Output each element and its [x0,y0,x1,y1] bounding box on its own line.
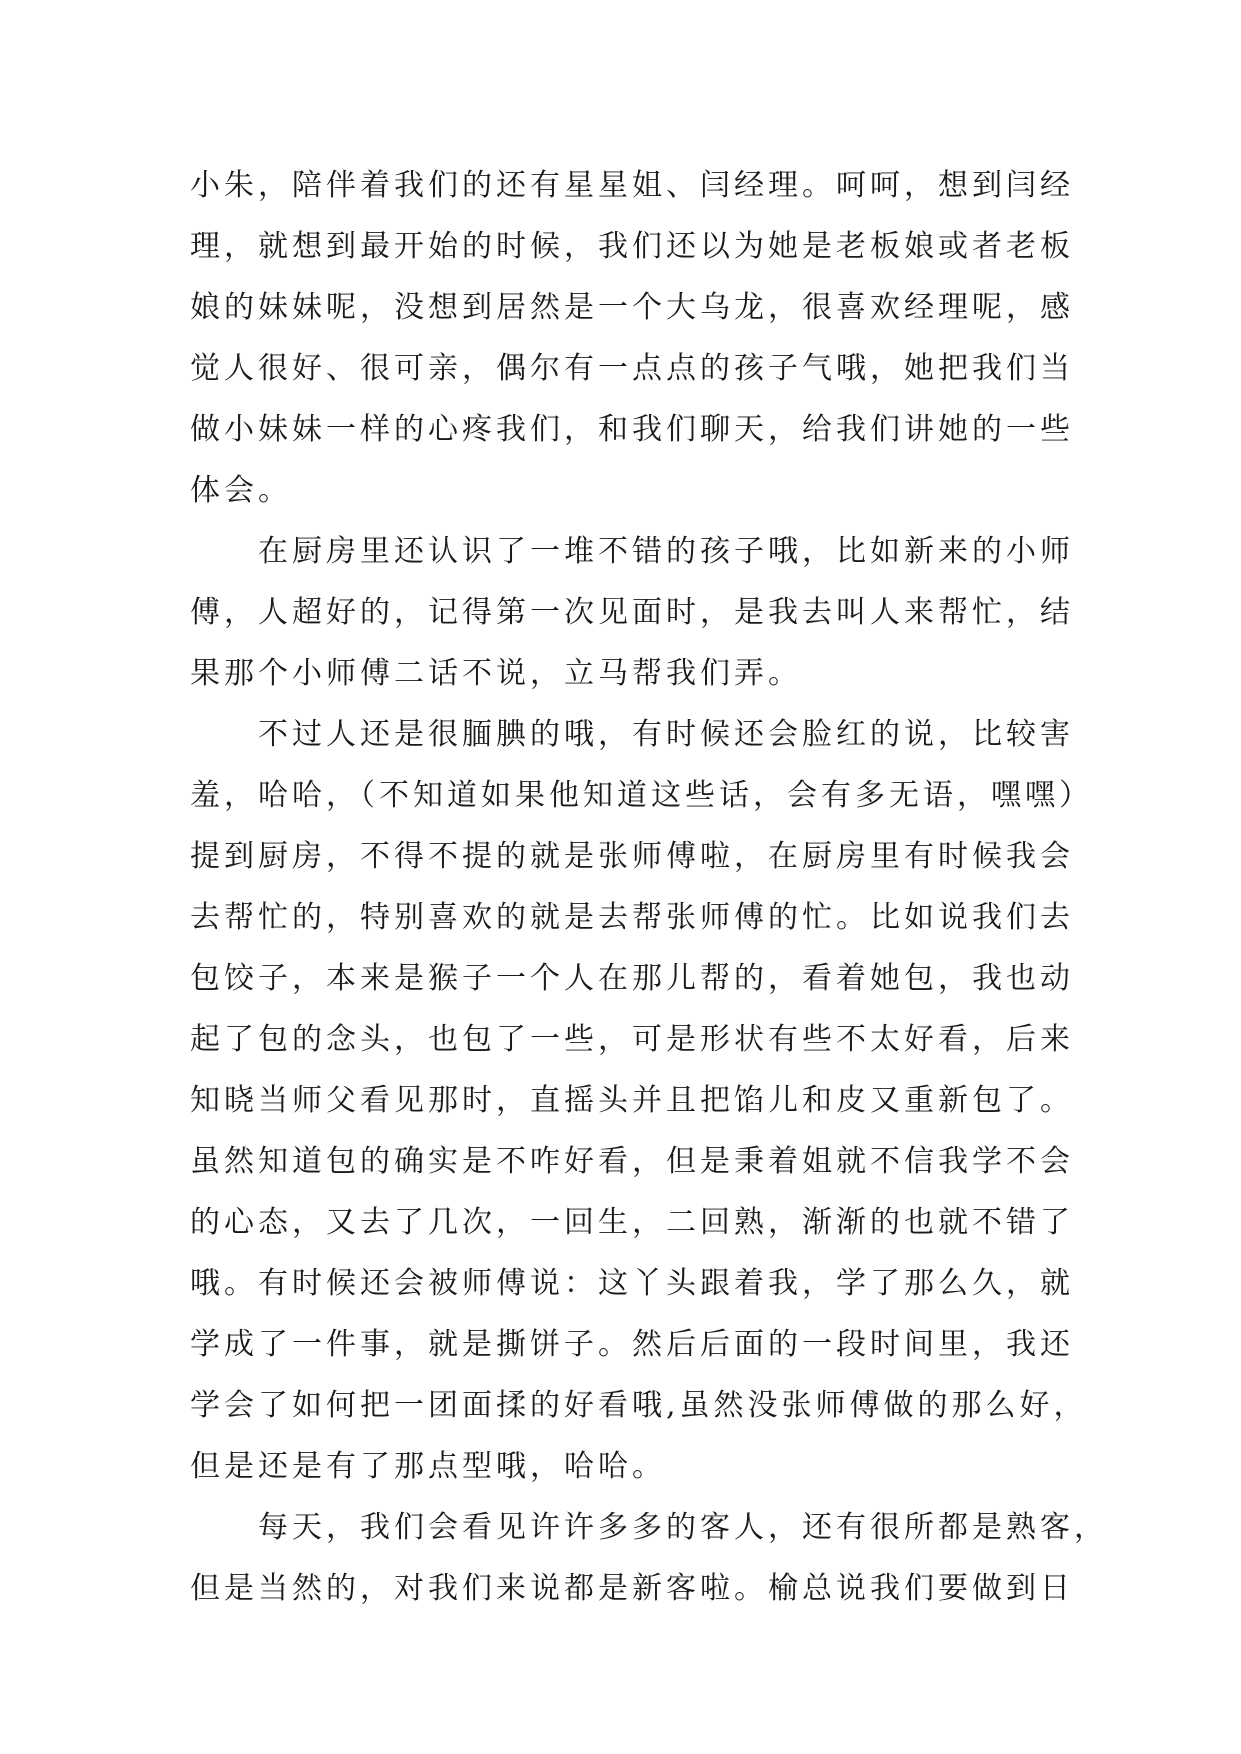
text-line: 觉人很好、很可亲，偶尔有一点点的孩子气哦，她把我们当 [190,351,1074,386]
text-line: 不过人还是很腼腆的哦，有时候还会脸红的说，比较害 [190,717,1074,752]
text-line: 的心态，又去了几次，一回生，二回熟，渐渐的也就不错了 [190,1205,1074,1240]
text-line: 提到厨房，不得不提的就是张师傅啦，在厨房里有时候我会 [190,839,1074,874]
text-line: 哦。有时候还会被师傅说：这丫头跟着我，学了那么久，就 [190,1266,1074,1301]
text-line: 做小妹妹一样的心疼我们，和我们聊天，给我们讲她的一些 [190,412,1074,447]
text-line: 学成了一件事，就是撕饼子。然后后面的一段时间里，我还 [190,1327,1074,1362]
text-line: 理，就想到最开始的时候，我们还以为她是老板娘或者老板 [190,229,1074,264]
text-line: 小朱，陪伴着我们的还有星星姐、闫经理。呵呵，想到闫经 [190,168,1074,203]
text-line: 每天，我们会看见许许多多的客人，还有很所都是熟客， [190,1510,1108,1545]
text-line: 起了包的念头，也包了一些，可是形状有些不太好看，后来 [190,1022,1074,1057]
text-line: 虽然知道包的确实是不咋好看，但是秉着姐就不信我学不会 [190,1144,1074,1179]
text-line: 娘的妹妹呢，没想到居然是一个大乌龙，很喜欢经理呢，感 [190,290,1074,325]
text-line: 傅，人超好的，记得第一次见面时，是我去叫人来帮忙，结 [190,595,1074,630]
text-line: 包饺子，本来是猴子一个人在那儿帮的，看着她包，我也动 [190,961,1074,996]
text-line: 但是当然的，对我们来说都是新客啦。榆总说我们要做到日 [190,1571,1074,1606]
text-line: 学会了如何把一团面揉的好看哦,虽然没张师傅做的那么好， [190,1388,1088,1423]
text-line: 去帮忙的，特别喜欢的就是去帮张师傅的忙。比如说我们去 [190,900,1074,935]
text-line: 在厨房里还认识了一堆不错的孩子哦，比如新来的小师 [190,534,1074,569]
text-line: 果那个小师傅二话不说，立马帮我们弄。 [190,656,802,691]
text-line: 知晓当师父看见那时，直摇头并且把馅儿和皮又重新包了。 [190,1083,1074,1118]
text-line: 但是还是有了那点型哦，哈哈。 [190,1449,666,1484]
document-body [190,155,1110,1619]
text-line: 羞，哈哈，（不知道如果他知道这些话，会有多无语，嘿嘿） [190,778,1093,813]
text-line: 体会。 [190,473,292,508]
